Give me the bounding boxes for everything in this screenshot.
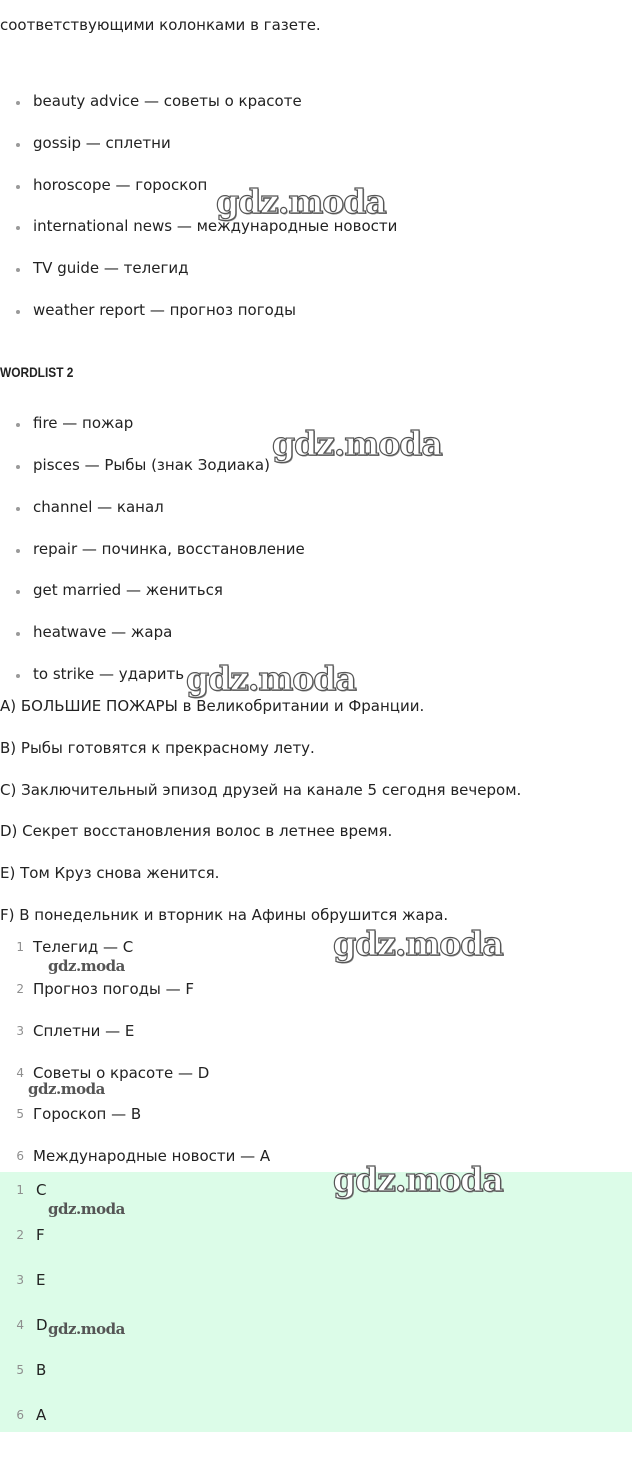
watermark: gdz.moda — [333, 1160, 503, 1199]
match-item: Советы о красоте — D — [33, 1064, 210, 1082]
list-number: 5 — [16, 1363, 24, 1377]
bullet-icon — [16, 465, 20, 469]
list-number: 1 — [16, 940, 24, 954]
answer-item: D — [36, 1316, 48, 1334]
match-item: Сплетни — E — [33, 1022, 135, 1040]
answer-item: A — [36, 1406, 47, 1424]
watermark: gdz.moda — [48, 1200, 125, 1218]
bullet-icon — [16, 423, 20, 427]
wordlist-item: gossip — сплетни — [33, 134, 171, 152]
wordlist-item: horoscope — гороскоп — [33, 176, 208, 194]
answer-item: C — [36, 1181, 47, 1199]
wordlist-item: heatwave — жара — [33, 623, 173, 641]
section-heading: WORDLIST 2 — [0, 364, 74, 380]
watermark: gdz.moda — [186, 659, 356, 698]
watermark: gdz.moda — [28, 1080, 105, 1098]
wordlist-item: to strike — ударить — [33, 665, 185, 683]
bullet-icon — [16, 226, 20, 230]
wordlist-item: international news — международные новости — [33, 217, 398, 235]
bullet-icon — [16, 632, 20, 636]
list-number: 2 — [16, 982, 24, 996]
watermark: gdz.moda — [216, 182, 386, 221]
match-item: Международные новости — A — [33, 1147, 271, 1165]
bullet-icon — [16, 101, 20, 105]
bullet-icon — [16, 549, 20, 553]
wordlist-item: channel — канал — [33, 498, 164, 516]
bullet-icon — [16, 310, 20, 314]
watermark: gdz.moda — [272, 424, 442, 463]
list-number: 2 — [16, 1228, 24, 1242]
answer-item: B — [36, 1361, 47, 1379]
wordlist-item: beauty advice — советы о красоте — [33, 92, 302, 110]
list-number: 3 — [16, 1024, 24, 1038]
wordlist-item: repair — починка, восстановление — [33, 540, 305, 558]
headline: B) Рыбы готовятся к прекрасному лету. — [0, 739, 315, 757]
list-number: 6 — [16, 1149, 24, 1163]
watermark: gdz.moda — [48, 957, 125, 975]
match-item: Прогноз погоды — F — [33, 980, 195, 998]
list-number: 1 — [16, 1183, 24, 1197]
intro-text: соответствующими колонками в газете. — [0, 16, 321, 34]
wordlist-item: TV guide — телегид — [33, 259, 189, 277]
watermark: gdz.moda — [333, 924, 503, 963]
answer-item: E — [36, 1271, 46, 1289]
bullet-icon — [16, 674, 20, 678]
list-number: 5 — [16, 1107, 24, 1121]
bullet-icon — [16, 143, 20, 147]
bullet-icon — [16, 507, 20, 511]
watermark: gdz.moda — [48, 1320, 125, 1338]
headline: F) В понедельник и вторник на Афины обрушится жара. — [0, 906, 449, 924]
list-number: 4 — [16, 1318, 24, 1332]
headline: D) Секрет восстановления волос в летнее время. — [0, 822, 393, 840]
match-item: Телегид — C — [33, 938, 134, 956]
headline: C) Заключительный эпизод друзей на канале 5 сегодня вечером. — [0, 781, 522, 799]
match-item: Гороскоп — B — [33, 1105, 142, 1123]
headline: E) Том Круз снова женится. — [0, 864, 220, 882]
bullet-icon — [16, 185, 20, 189]
list-number: 3 — [16, 1273, 24, 1287]
wordlist-item: pisces — Рыбы (знак Зодиака) — [33, 456, 270, 474]
bullet-icon — [16, 268, 20, 272]
wordlist-item: fire — пожар — [33, 414, 134, 432]
answer-item: F — [36, 1226, 45, 1244]
list-number: 6 — [16, 1408, 24, 1422]
wordlist-item: weather report — прогноз погоды — [33, 301, 296, 319]
bullet-icon — [16, 590, 20, 594]
wordlist-item: get married — жениться — [33, 581, 223, 599]
headline: A) БОЛЬШИЕ ПОЖАРЫ в Великобритании и Франции. — [0, 697, 425, 715]
list-number: 4 — [16, 1066, 24, 1080]
